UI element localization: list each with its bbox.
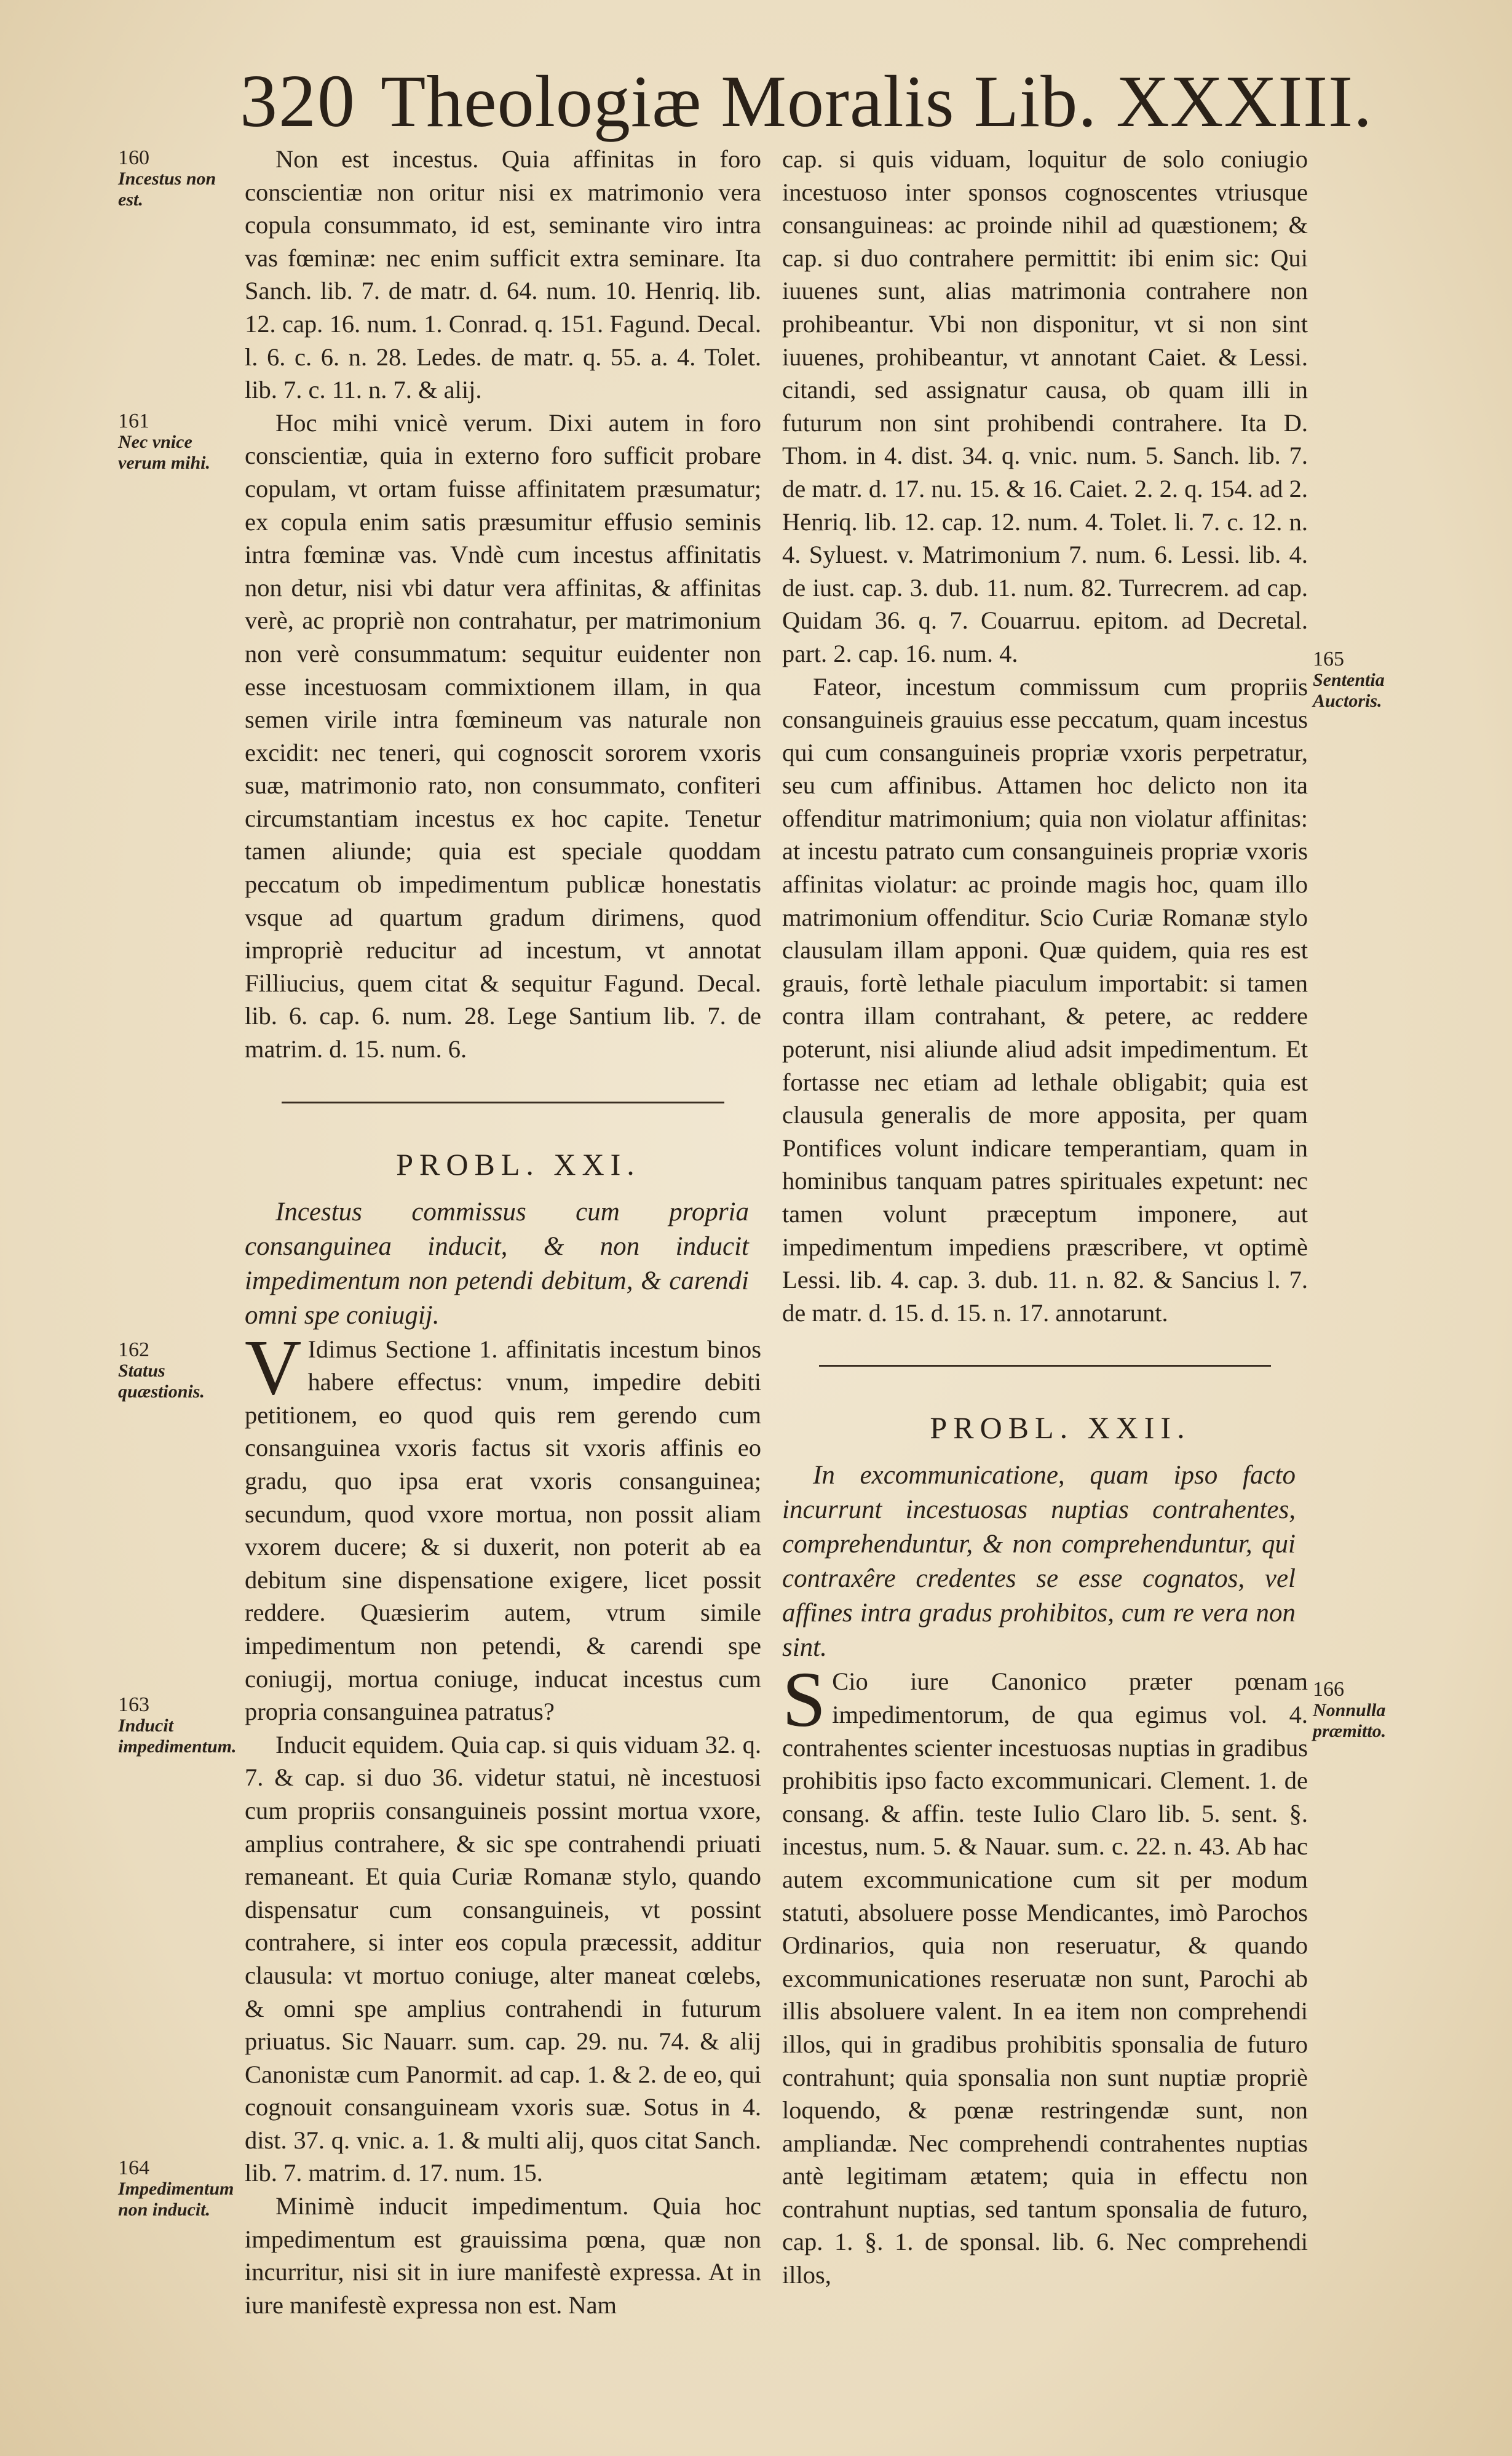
margin-note-160: 160 Incestus non est.	[118, 146, 216, 210]
margin-note-166: 166 Nonnulla præmitto.	[1313, 1678, 1387, 1741]
margin-note-162: 162 Status quæstionis.	[118, 1338, 205, 1402]
drop-cap-s: S	[782, 1656, 826, 1744]
problem-title-xxii: In excommunicatione, quam ipso facto incurrunt incestuosas nuptias contrahentes, comprehenduntur, & non comprehenduntur, qui contraxêre credentes se esse cognatos, vel affines intra gradus prohibitos, cum re vera non sint.	[782, 1461, 1296, 1663]
paragraph-161: Hoc mihi vnicè verum. Dixi autem in foro conscientiæ, quia in externo foro sufficit probare copulam, vt ortam fuisse affinitatem præsumatur; ex copula enim satis præsumitur effusio seminis intra fœminæ vas. Vndè cum incestus affinitatis non detur, nisi vbi datur vera affinitas, & affinitas verè, ac propriè non contrahatur, per matrimonium non verè consummatum: sequitur euidenter non esse incestuosam commixtionem illam, in qua semen virile intra fœmineum vas naturale non excidit: nec teneri, qui cognoscit sororem vxoris suæ, matrimonio rato, non consummato, confiteri circumstantiam incestus ex hoc capite. Tenetur tamen aliunde; quia est speciale quoddam peccatum ob impedimentum publicæ honestatis vsque ad quartum gradum dirimens, quod impropriè reducitur ad incestum, vt annotat Filliucius, quem citat & sequitur Fagund. Decal. lib. 6. cap. 6. num. 28. Lege Santium lib. 7. de matrim. d. 15. num. 6.	[245, 408, 761, 1063]
right-column	[782, 143, 1308, 2292]
margin-note-164: 164 Impedimentum non inducit.	[118, 2156, 234, 2220]
page-number: 320	[240, 60, 356, 143]
page-header	[240, 58, 1373, 143]
margin-note-165: 165 Sententia Auctoris.	[1313, 648, 1385, 711]
section-divider-2	[782, 1329, 1308, 1397]
problem-heading-xxii: PROBL. XXII.	[930, 1410, 1191, 1445]
paragraph-165: Fateor, incestum commissum cum propriis consanguineis grauius esse peccatum, quam incestus qui cum consanguineis propriæ vxoris perpetratur, seu cum affinibus. Attamen hoc delicto non ita offenditur matrimonium; quia non violatur affinitas: at incestu patrato cum consanguineis propriæ vxoris affinitas violatur: ac proinde magis hoc, quam illo matrimonium offenditur. Scio Curiæ Romanæ stylo clausulam illam apponi. Quæ quidem, quia res est grauis, fortè lethale piaculum importabit: si tamen contra illam contrahant, & petere, ac reddere poterunt, nisi aliunde aliud adsit impedimentum. Et fortasse nec etiam ad lethale obligabit; quia est clausula generalis de more apposita, per quam Pontifices volunt indicare temperantiam, quam in hominibus tanquam patres spirituales expetunt: nec tamen volunt præceptum imponere, aut impedimentum impediens præscribere, vt optimè Lessi. lib. 4. cap. 3. dub. 11. n. 82. & Sancius l. 7. de matr. d. 15. d. 15. n. 17. annotarunt.	[782, 672, 1308, 1327]
paragraph-160: Non est incestus. Quia affinitas in foro conscientiæ non oritur nisi ex matrimonio vera copula consummato, id est, seminante viro intra vas fœminæ: nec enim sufficit extra seminare. Ita Sanch. lib. 7. de matr. d. 64. num. 10. Henriq. lib. 12. cap. 16. num. 1. Conrad. q. 151. Fagund. Decal. l. 6. c. 6. n. 28. Ledes. de matr. q. 55. a. 4. Tolet. lib. 7. c. 11. n. 7. & alij.	[245, 145, 761, 404]
paragraph-164: Minimè inducit impedimentum. Quia hoc impedimentum est grauissima pœna, quæ non incurritur, nisi sit in iure manifestè expressa. At in iure manifestè expressa non est. Nam	[245, 2192, 761, 2319]
left-column	[245, 143, 761, 2321]
running-title: Theologiæ Moralis Lib. XXXIII.	[381, 60, 1373, 142]
problem-title-xxi: Incestus commissus cum propria consanguinea inducit, & non inducit impedimentum non petendi debitum, & carendi omni spe coniugij.	[245, 1197, 749, 1330]
paragraph-166: S Cio iure Canonico præter pœnam impedimentorum, de qua egimus vol. 4. contrahentes scienter incestuosas nuptias in gradibus prohibitis ipso facto excommunicari. Clement. 1. de consang. & affin. teste Iulio Claro lib. 5. sent. §. incestus, num. 5. & Nauar. sum. c. 22. n. 43. Ab hac autem excommunicatione cum sit per modum statuti, absoluere posse Mendicantes, imò Parochos Ordinarios, quia non reseruatur, & quando excommunicationes reseruatæ non sunt, Parochi ab illis absoluere valent. In ea item non comprehendi illos, qui in gradibus prohibitis sponsalia de futuro contrahunt; quia sponsalia non sunt nuptiæ propriè loquendo, & pœnæ restringendæ sunt, non ampliandæ. Nec comprehendi contrahentes nuptias antè legitimam ætatem; quia in effectu non contrahunt nuptias, sed tantum sponsalia de futuro, cap. 1. §. 1. de sponsal. lib. 6. Nec comprehendi illos,	[782, 1656, 1308, 2289]
paragraph-163: Inducit equidem. Quia cap. si quis viduam 32. q. 7. & cap. si duo 36. videtur statui, nè incestuosi cum propriis consanguineis possint mortua vxore, amplius contrahere, & sic spe contrahendi priuati remaneant. Et quia Curiæ Romanæ stylo, quando dispensatur cum consanguineis, vt possint contrahere, si inter eos copula præcessit, additur clausula: vt mortuo coniuge, alter maneat cœlebs, & omni spe amplius contrahendi in futurum priuatus. Sic Nauarr. sum. cap. 29. nu. 74. & alij Canonistæ cum Panormit. ad cap. 1. & 2. de eo, qui cognouit consanguineam vxoris suæ. Sotus in 4. dist. 37. q. vnic. a. 1. & multi alij, quos citat Sanch. lib. 7. matrim. d. 17. num. 15.	[245, 1730, 761, 2187]
drop-cap-v: V	[245, 1323, 302, 1411]
paragraph-162: V Idimus Sectione 1. affinitatis incestum binos habere effectus: vnum, impedire debiti petitionem, eo quod quis rem gerendo cum consanguinea vxoris factus sit vxoris affinis eo gradu, quo ipsa erat vxoris consanguinea; secundum, quod vxore mortua, non possit aliam vxorem ducere; & si duxerit, non poterit ab ea debitum sine dispensatione exigere, licet possit reddere. Quæsierim autem, vtrum simile impedimentum non petendi, & carendi spe coniugij, mortua coniuge, inducat incestus cum propria consanguinea patratus?	[245, 1323, 761, 1726]
margin-note-161: 161 Nec vnice verum mihi.	[118, 410, 211, 473]
problem-heading-xxi: PROBL. XXI.	[396, 1147, 641, 1182]
section-divider	[245, 1066, 761, 1134]
paragraph-continued: cap. si quis viduam, loquitur de solo coniugio incestuoso inter sponsos cognoscentes vtriusque consanguineas: ac proinde nihil ad quæstionem; & cap. si duo contrahere permittit: ibi enim sic: Qui iuuenes sunt, alias matrimonia contrahere non prohibeantur. Vbi non disponitur, vt si non sint iuuenes, prohibeantur, vt annotant Caiet. & Lessi. citandi, sed assignatur causa, ob quam illi in futurum non sint prohibendi contrahere. Ita D. Thom. in 4. dist. 34. q. vnic. num. 5. Sanch. lib. 7. de matr. d. 17. nu. 15. & 16. Caiet. 2. 2. q. 154. ad 2. Henriq. lib. 12. cap. 12. num. 4. Tolet. li. 7. c. 12. n. 4. Syluest. v. Matrimonium 7. num. 6. Lessi. lib. 4. de iust. cap. 3. dub. 11. num. 82. Turrecrem. ad cap. Quidam 36. q. 7. Couarruu. epitom. ad Decretal. part. 2. cap. 16. num. 4.	[782, 145, 1308, 667]
margin-note-163: 163 Inducit impedimentum.	[118, 1693, 237, 1757]
